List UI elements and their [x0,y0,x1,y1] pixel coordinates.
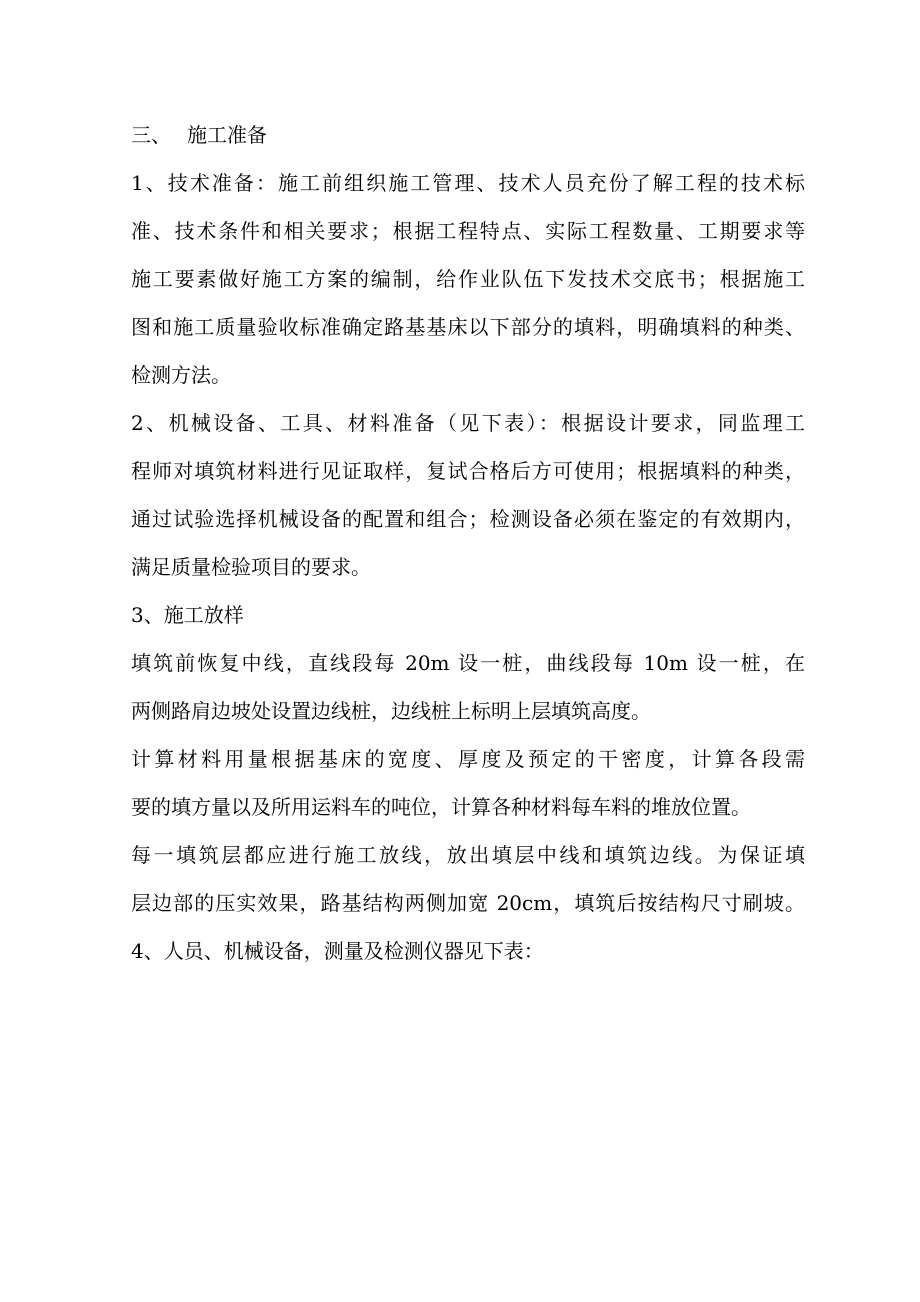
section-heading [131,123,267,147]
paragraph-line: 检测方法。 [131,363,231,387]
section-title: 施工准备 [187,123,267,147]
paragraph-line: 程师对填筑材料进行见证取样，复试合格后方可使用；根据填料的种类， [131,459,805,483]
subsection-heading: 4、人员、机械设备，测量及检测仪器见下表： [131,939,544,963]
subsection-heading: 3、施工放样 [131,603,244,627]
paragraph-line: 通过试验选择机械设备的配置和组合；检测设备必须在鉴定的有效期内， [131,507,805,531]
section-number: 三、 [131,123,171,147]
paragraph-line: 两侧路肩边坡处设置边线桩，边线桩上标明上层填筑高度。 [131,699,651,723]
paragraph-line: 2、机械设备、工具、材料准备（见下表）：根据设计要求，同监理工 [131,411,805,435]
paragraph-line: 1、技术准备：施工前组织施工管理、技术人员充份了解工程的技术标 [131,171,805,195]
paragraph-line: 每一填筑层都应进行施工放线，放出填层中线和填筑边线。为保证填 [131,843,805,867]
paragraph-line: 填筑前恢复中线，直线段每 20m 设一桩，曲线段每 10m 设一桩，在 [131,651,805,675]
paragraph-line: 准、技术条件和相关要求；根据工程特点、实际工程数量、工期要求等 [131,219,805,243]
paragraph-line: 图和施工质量验收标准确定路基基床以下部分的填料，明确填料的种类、 [131,315,805,339]
paragraph-line: 层边部的压实效果，路基结构两侧加宽 20cm，填筑后按结构尺寸刷坡。 [131,891,805,915]
paragraph-line: 计算材料用量根据基床的宽度、厚度及预定的干密度，计算各段需 [131,747,805,771]
paragraph-line: 要的填方量以及所用运料车的吨位，计算各种材料每车料的堆放位置。 [131,795,751,819]
paragraph-line: 满足质量检验项目的要求。 [131,555,371,579]
paragraph-line: 施工要素做好施工方案的编制，给作业队伍下发技术交底书；根据施工 [131,267,805,291]
